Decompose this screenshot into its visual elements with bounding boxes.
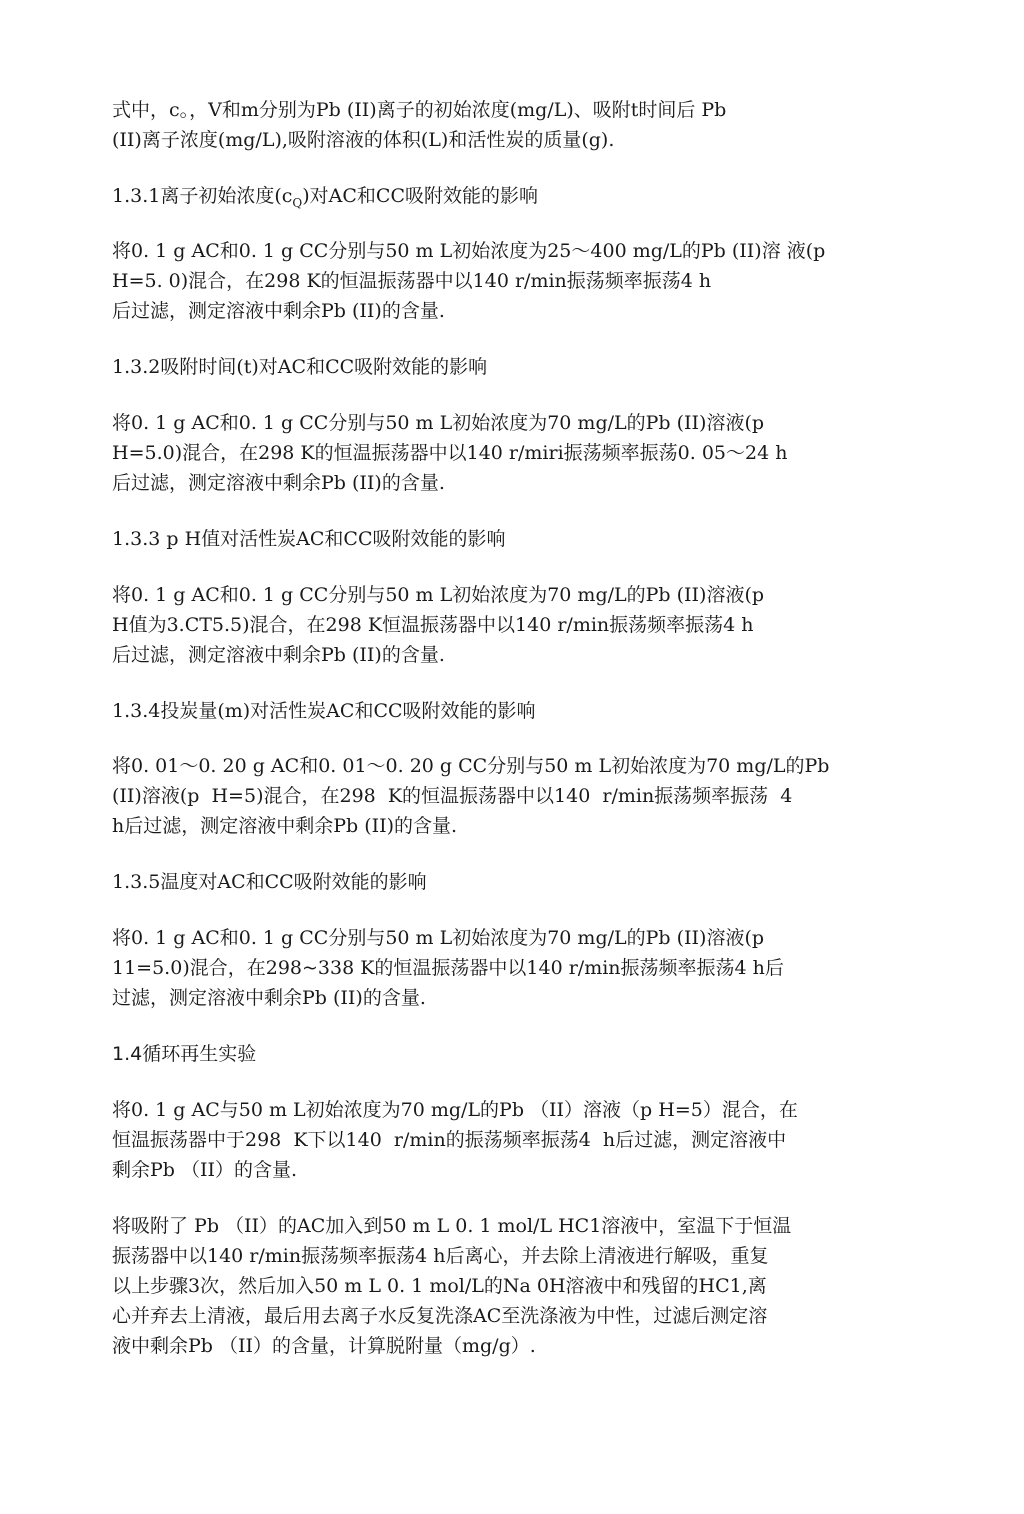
body-line: 心并弃去上清液，最后用去离子水反复洗涤AC至洗涤液为中性，过滤后测定溶: [112, 1305, 768, 1327]
section-1-3-5-heading: 1.3.5温度对AC和CC吸附效能的影响: [112, 871, 427, 893]
body-line: (II)溶液(p H=5)混合，在298 K的恒温振荡器中以140 r/min振荡频率振荡 4: [112, 785, 793, 807]
section-1-3-4-heading: 1.3.4投炭量(m)对活性炭AC和CC吸附效能的影响: [112, 700, 536, 722]
intro-line-2: (II)离子浓度(mg/L),吸附溶液的体积(L)和活性炭的质量(g).: [112, 129, 615, 151]
section-1-3-3-heading: 1.3.3 p H值对活性炭AC和CC吸附效能的影响: [112, 528, 506, 550]
body-line: 液中剩余Pb （II）的含量，计算脱附量（mg/g）.: [112, 1335, 536, 1357]
intro-line-1: 式中，c。，V和m分别为Pb (II)离子的初始浓度(mg/L)、吸附t时间后 Pb: [112, 99, 727, 121]
body-line: 将0. 01～0. 20 g AC和0. 01～0. 20 g CC分别与50 m L初始浓度为70 mg/L的Pb: [112, 755, 830, 777]
body-line: 剩余Pb （II）的含量.: [112, 1159, 298, 1181]
body-line: H值为3.CT5.5)混合，在298 K恒温振荡器中以140 r/min振荡频率振荡4 h: [112, 614, 754, 636]
body-line: 以上步骤3次，然后加入50 m L 0. 1 mol/L的Na 0H溶液中和残留的HC1,离: [112, 1275, 767, 1297]
heading-subscript: Q: [292, 195, 303, 210]
body-line: 将0. 1 g AC与50 m L初始浓度为70 mg/L的Pb （II）溶液（p H=5）混合，在: [112, 1099, 798, 1121]
section-1-3-2-heading: 1.3.2吸附时间(t)对AC和CC吸附效能的影响: [112, 356, 488, 378]
body-line: 后过滤，测定溶液中剩余Pb (II)的含量.: [112, 472, 445, 494]
section-1-3-1-heading: [112, 181, 538, 218]
body-line: H=5.0)混合，在298 K的恒温振荡器中以140 r/miri振荡频率振荡0. 05～24 h: [112, 442, 788, 464]
section-1-4-heading: 1.4循环再生实验: [112, 1043, 257, 1065]
body-line: 将0. 1 g AC和0. 1 g CC分别与50 m L初始浓度为25～400 mg/L的Pb (II)溶 液(p: [112, 240, 826, 262]
body-line: 恒温振荡器中于298 K下以140 r/min的振荡频率振荡4 h后过滤，测定溶液中: [112, 1129, 787, 1151]
heading-text: 1.3.1离子初始浓度(c: [112, 185, 293, 207]
body-line: 11=5.0)混合，在298~338 K的恒温振荡器中以140 r/min振荡频率振荡4 h后: [112, 957, 784, 979]
body-line: 将0. 1 g AC和0. 1 g CC分别与50 m L初始浓度为70 mg/L的Pb (II)溶液(p: [112, 584, 765, 606]
body-line: 将吸附了 Pb （II）的AC加入到50 m L 0. 1 mol/L HC1溶液中，室温下于恒温: [112, 1215, 792, 1237]
body-line: 后过滤，测定溶液中剩余Pb (II)的含量.: [112, 300, 445, 322]
body-line: h后过滤，测定溶液中剩余Pb (II)的含量.: [112, 815, 458, 837]
heading-text: )对AC和CC吸附效能的影响: [302, 185, 538, 207]
body-line: 将0. 1 g AC和0. 1 g CC分别与50 m L初始浓度为70 mg/L的Pb (II)溶液(p: [112, 412, 765, 434]
body-line: 振荡器中以140 r/min振荡频率振荡4 h后离心，并去除上清液进行解吸，重复: [112, 1245, 769, 1267]
body-line: 将0. 1 g AC和0. 1 g CC分别与50 m L初始浓度为70 mg/L的Pb (II)溶液(p: [112, 927, 765, 949]
body-line: 过滤，测定溶液中剩余Pb (II)的含量.: [112, 987, 426, 1009]
body-line: H=5. 0)混合，在298 K的恒温振荡器中以140 r/min振荡频率振荡4 h: [112, 270, 712, 292]
body-line: 后过滤，测定溶液中剩余Pb (II)的含量.: [112, 644, 445, 666]
